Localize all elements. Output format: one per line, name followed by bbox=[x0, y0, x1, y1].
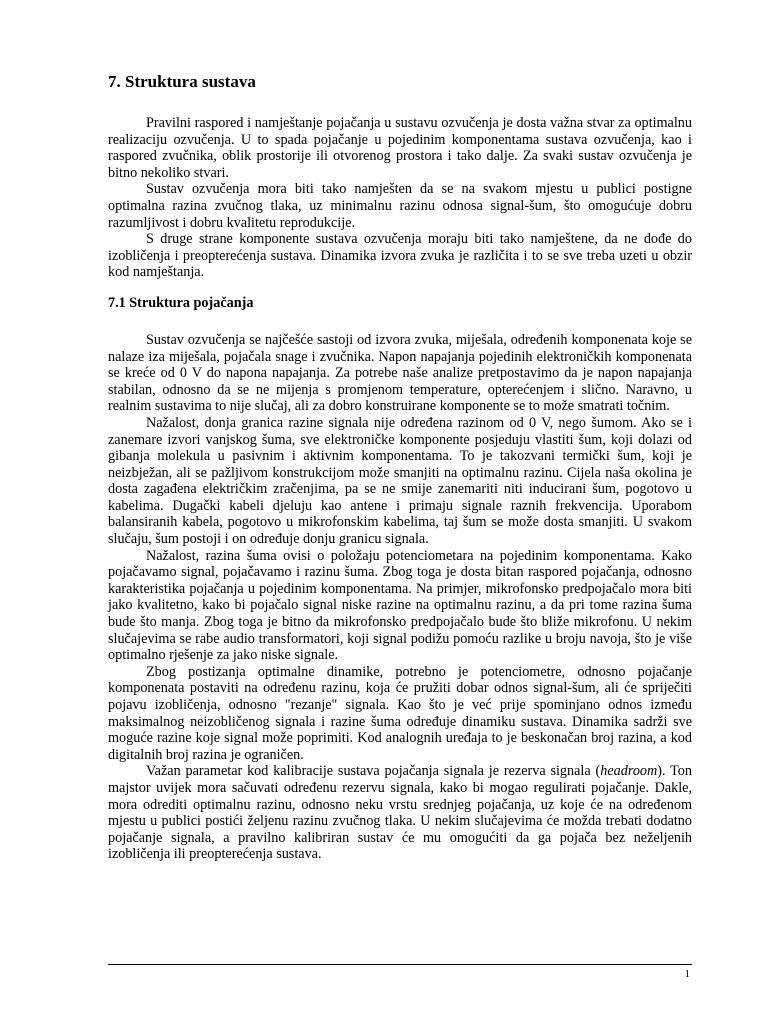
headroom-text-before: Važan parametar kod kalibracije sustava pojačanja signala je rezerva signala ( bbox=[146, 763, 601, 780]
body-paragraph: Zbog postizanja optimalne dinamike, potrebno je potenciometre, odnosno pojačanje komponenata postaviti na određenu razinu, koja će pružiti dobar odnos signal-šum, ali će spriječiti pojavu izobličenja, odnosno "rezanje" signala. Kao što je već prije spominjano odnos između maksimalnog neizobličenog signala i razine šuma određuje dinamiku sustava. Dinamika sadrži sve moguće razine koje signal može poprimiti. Kod analognih uređaja to je beskonačan broj razina, a kod digitalnih broj razina je ograničen. bbox=[108, 663, 692, 763]
page-number: 1 bbox=[684, 968, 690, 980]
headroom-paragraph bbox=[108, 763, 692, 863]
section-title: 7.1 Struktura pojačanja bbox=[108, 294, 254, 311]
intro-paragraph: S druge strane komponente sustava ozvučenja moraju biti tako namještene, da ne dođe do izobličenja i preopterećenja sustava. Dinamika izvora zvuka je različita i to se sve treba uzeti u obzir kod namještanja. bbox=[108, 231, 692, 281]
chapter-title: 7. Struktura sustava bbox=[108, 72, 256, 91]
body-paragraph: Nažalost, donja granica razine signala nije određena razinom od 0 V, nego šumom. Ako se i zanemare izvori vanjskog šuma, sve elektroničke komponente posjeduju vlastiti šum, koji dolazi od gibanja molekula u pasivnim i aktivnim komponentama. To je takozvani termički šum, koji je neizbježan, ali se pažljivom konstrukcijom može smanjiti na optimalnu razinu. Cijela naša okolina je dosta zagađena električkim zračenjima, pa se ne smije zanemariti niti inducirani šum, pogotovo u kabelima. Dugački kabeli djeluju kao antene i primaju signale raznih frekvencija. Uporabom balansiranih kabela, pogotovo u mikrofonskim kabelima, taj šum se može dosta smanjiti. U svakom slučaju, šum postoji i on određuje donju granicu signala. bbox=[108, 414, 692, 548]
headroom-term: headroom bbox=[600, 763, 658, 780]
body-paragraph: Sustav ozvučenja se najčešće sastoji od izvora zvuka, miješala, određenih komponenata koje se nalaze iza miješala, pojačala snage i zvučnika. Napon napajanja pojedinih elektroničkih komponenata se kreće od 0 V do napona napajanja. Za potrebe naše analize pretpostavimo da je napon napajanja stabilan, odnosno da se ne mijenja s promjenom temperature, opterećenjem i slično. Naravno, u realnim sustavima to nije slučaj, ali za dobro konstruirane komponente se to može smatrati točnim. bbox=[108, 331, 692, 415]
body-paragraph: Nažalost, razina šuma ovisi o položaju potenciometara na pojedinim komponentama. Kako pojačavamo signal, pojačavamo i razinu šuma. Zbog toga je dosta bitan raspored pojačanja, odnosno karakteristika pojačanja u pojedinim komponentama. Na primjer, mikrofonsko predpojačalo mora biti jako kvalitetno, kako bi pojačalo signal niske razine na optimalnu razinu, a da pri tome razina šuma bude što manja. Zbog toga je bitno da mikrofonsko predpojačalo bude što bliže mikrofonu. U nekim slučajevima se rabe audio transformatori, koji signal podižu pomoću razlike u broju navoja, što je više optimalno rješenje za jako niske signale. bbox=[108, 547, 692, 664]
page-content bbox=[108, 72, 692, 863]
intro-paragraph: Pravilni raspored i namještanje pojačanja u sustavu ozvučenja je dosta važna stvar za optimalnu realizaciju ozvučenja. U to spada pojačanje u pojedinim komponentama sustava ozvučenja, kao i raspored zvučnika, oblik prostorije ili otvorenog prostora i tako dalje. Za svaki sustav ozvučenja je bitno nekoliko stvari. bbox=[108, 115, 692, 181]
intro-paragraph: Sustav ozvučenja mora biti tako namješten da se na svakom mjestu u publici postigne optimalna razina zvučnog tlaka, uz minimalnu razinu odnosa signal-šum, što omogućuje dobru razumljivost i dobru kvalitetu reprodukcije. bbox=[108, 181, 692, 231]
headroom-text-after: ). Ton majstor uvijek mora sačuvati određenu rezervu signala, kako bi mogao regulirati pojačanje. Dakle, mora odrediti optimalnu razinu, odnosno neku vrstu srednjeg pojačanja, uz koje će na određenom mjestu u publici postići željenu razinu zvučnog tlaka. U nekim slučajevima će možda trebati dodatno pojačanje signala, a pravilno kalibriran sustav će mu omogućiti da ga pojača bez neželjenih izobličenja ili preopterećenja sustava. bbox=[108, 763, 692, 863]
footer-rule bbox=[108, 964, 692, 965]
